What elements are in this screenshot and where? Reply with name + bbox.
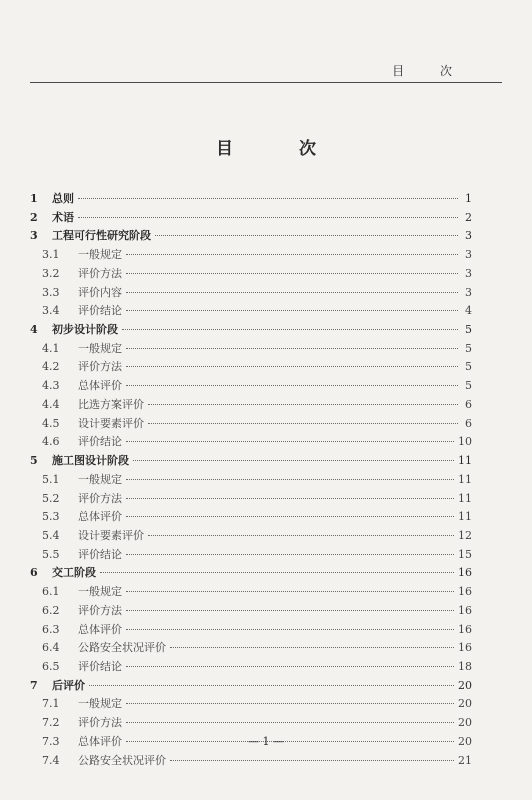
- toc-entry-number: 4.2: [42, 360, 60, 374]
- toc-section-entry[interactable]: [30, 639, 472, 658]
- toc-entry-page: 3: [465, 285, 472, 299]
- toc-entry-page: 16: [458, 622, 472, 636]
- toc-entry-title: 一般规定: [78, 341, 122, 355]
- toc-entry-number: 7.1: [42, 697, 60, 711]
- toc-entry-page: 18: [458, 659, 472, 673]
- toc-entry-page: 3: [465, 248, 472, 262]
- toc-entry-number: 6.1: [42, 585, 60, 599]
- toc-entry-page: 3: [465, 266, 472, 280]
- toc-dot-leader: [126, 629, 454, 630]
- toc-section-entry[interactable]: [30, 377, 472, 396]
- toc-entry-page: 3: [465, 229, 472, 243]
- toc-dot-leader: [126, 591, 454, 592]
- toc-entry-title: 评价方法: [78, 491, 122, 505]
- toc-entry-title: 评价内容: [78, 285, 122, 299]
- running-header-title: 目 次: [392, 64, 468, 78]
- toc-section-entry[interactable]: [30, 433, 472, 452]
- toc-dot-leader: [126, 441, 454, 442]
- toc-entry-page: 5: [465, 341, 472, 355]
- toc-dot-leader: [170, 760, 454, 761]
- toc-entry-number: 6.5: [42, 659, 60, 673]
- toc-dot-leader: [148, 404, 458, 405]
- toc-entry-page: 10: [458, 435, 472, 449]
- toc-entry-title: 总体评价: [78, 510, 122, 524]
- toc-dot-leader: [126, 722, 454, 723]
- toc-section-entry[interactable]: [30, 546, 472, 565]
- toc-entry-number: 4.3: [42, 379, 60, 393]
- toc-entry-number: 4.4: [42, 397, 60, 411]
- toc-entry-title: 设计要素评价: [78, 416, 144, 430]
- toc-entry-title: 评价结论: [78, 659, 122, 673]
- toc-dot-leader: [78, 217, 458, 218]
- toc-entry-number: 2: [30, 210, 38, 224]
- toc-chapter-entry[interactable]: [30, 190, 472, 209]
- toc-dot-leader: [78, 198, 458, 199]
- toc-section-entry[interactable]: [30, 358, 472, 377]
- toc-entry-number: 6.3: [42, 622, 60, 636]
- toc-dot-leader: [126, 292, 458, 293]
- toc-entry-title: 一般规定: [78, 248, 122, 262]
- toc-dot-leader: [126, 703, 454, 704]
- toc-entry-number: 1: [30, 192, 38, 205]
- toc-entry-title: 评价方法: [78, 360, 122, 374]
- toc-dot-leader: [100, 572, 454, 573]
- toc-entry-page: 6: [465, 416, 472, 430]
- toc-dot-leader: [155, 235, 458, 236]
- toc-entry-title: 施工图设计阶段: [52, 454, 129, 468]
- toc-dot-leader: [126, 479, 454, 480]
- toc-dot-leader: [126, 666, 454, 667]
- toc-entry-page: 5: [465, 323, 472, 337]
- toc-entry-title: 评价结论: [78, 304, 122, 318]
- toc-entry-title: 总体评价: [78, 622, 122, 636]
- toc-entry-number: 7.4: [42, 753, 60, 767]
- toc-dot-leader: [122, 329, 458, 330]
- toc-dot-leader: [148, 423, 458, 424]
- toc-entry-title: 术语: [52, 210, 74, 224]
- toc-entry-page: 20: [458, 734, 472, 748]
- toc-entry-page: 16: [458, 566, 472, 580]
- toc-entry-page: 12: [458, 528, 472, 542]
- toc-entry-page: 11: [458, 454, 472, 468]
- toc-entry-number: 6.2: [42, 603, 60, 617]
- toc-entry-title: 评价方法: [78, 603, 122, 617]
- toc-dot-leader: [126, 498, 454, 499]
- toc-entry-number: 4: [30, 323, 38, 337]
- toc-section-entry[interactable]: [30, 621, 472, 640]
- toc-entry-page: 20: [458, 716, 472, 730]
- toc-entry-number: 4.1: [42, 341, 60, 355]
- toc-entry-page: 20: [458, 697, 472, 711]
- toc-entry-page: 5: [465, 379, 472, 393]
- toc-entry-title: 交工阶段: [52, 566, 96, 580]
- toc-section-entry[interactable]: [30, 490, 472, 509]
- toc-dot-leader: [126, 348, 458, 349]
- toc-entry-title: 公路安全状况评价: [78, 641, 166, 655]
- page-title: 目 次: [216, 139, 346, 159]
- toc-section-entry[interactable]: [30, 415, 472, 434]
- toc-entry-number: 5.2: [42, 491, 60, 505]
- toc-entry-title: 评价结论: [78, 547, 122, 561]
- toc-chapter-entry[interactable]: [30, 564, 472, 583]
- toc-dot-leader: [126, 310, 458, 311]
- toc-entry-title: 评价结论: [78, 435, 122, 449]
- toc-section-entry[interactable]: [30, 752, 472, 771]
- toc-entry-title: 设计要素评价: [78, 528, 144, 542]
- toc-entry-title: 工程可行性研究阶段: [52, 229, 151, 243]
- toc-entry-title: 一般规定: [78, 585, 122, 599]
- toc-entry-number: 5.4: [42, 528, 60, 542]
- toc-entry-page: 21: [458, 753, 472, 767]
- toc-dot-leader: [148, 535, 454, 536]
- toc-entry-page: 2: [465, 210, 472, 224]
- toc-section-entry[interactable]: [30, 396, 472, 415]
- toc-dot-leader: [89, 685, 454, 686]
- toc-entry-page: 20: [458, 678, 472, 692]
- toc-entry-page: 16: [458, 603, 472, 617]
- toc-entry-title: 初步设计阶段: [52, 323, 118, 337]
- toc-entry-number: 6.4: [42, 641, 60, 655]
- toc-entry-number: 7.2: [42, 716, 60, 730]
- toc-entry-number: 3: [30, 229, 38, 243]
- toc-entry-title: 评价方法: [78, 716, 122, 730]
- running-header: [30, 62, 502, 83]
- toc-entry-number: 3.2: [42, 266, 60, 280]
- table-of-contents: [30, 190, 472, 770]
- toc-section-entry[interactable]: [30, 714, 472, 733]
- toc-section-entry[interactable]: [30, 658, 472, 677]
- page-number: — 1 —: [248, 735, 284, 748]
- toc-dot-leader: [126, 554, 454, 555]
- toc-entry-number: 5.1: [42, 472, 60, 486]
- toc-dot-leader: [133, 460, 454, 461]
- toc-dot-leader: [126, 516, 454, 517]
- toc-entry-number: 4.5: [42, 416, 60, 430]
- toc-entry-number: 5.3: [42, 510, 60, 524]
- toc-entry-page: 16: [458, 585, 472, 599]
- toc-entry-title: 一般规定: [78, 472, 122, 486]
- toc-chapter-entry[interactable]: [30, 677, 472, 696]
- toc-entry-number: 7.3: [42, 734, 60, 748]
- toc-section-entry[interactable]: [30, 695, 472, 714]
- toc-section-entry[interactable]: [30, 246, 472, 265]
- toc-entry-title: 一般规定: [78, 697, 122, 711]
- toc-section-entry[interactable]: [30, 340, 472, 359]
- toc-dot-leader: [126, 366, 458, 367]
- toc-entry-page: 16: [458, 641, 472, 655]
- toc-entry-page: 6: [465, 397, 472, 411]
- toc-entry-title: 总则: [52, 192, 74, 205]
- toc-entry-number: 7: [30, 678, 38, 692]
- toc-entry-number: 4.6: [42, 435, 60, 449]
- toc-section-entry[interactable]: [30, 527, 472, 546]
- toc-entry-title: 总体评价: [78, 379, 122, 393]
- toc-entry-number: 3.3: [42, 285, 60, 299]
- toc-section-entry[interactable]: [30, 302, 472, 321]
- toc-dot-leader: [170, 647, 454, 648]
- toc-entry-page: 11: [458, 472, 472, 486]
- toc-section-entry[interactable]: [30, 508, 472, 527]
- toc-chapter-entry[interactable]: [30, 209, 472, 228]
- toc-entry-page: 1: [465, 192, 472, 205]
- toc-entry-page: 4: [465, 304, 472, 318]
- toc-entry-number: 6: [30, 566, 38, 580]
- toc-entry-title: 总体评价: [78, 734, 122, 748]
- toc-entry-title: 评价方法: [78, 266, 122, 280]
- toc-chapter-entry[interactable]: [30, 321, 472, 340]
- toc-entry-number: 5: [30, 454, 38, 468]
- toc-entry-title: 比选方案评价: [78, 397, 144, 411]
- toc-entry-page: 15: [458, 547, 472, 561]
- toc-entry-page: 11: [458, 510, 472, 524]
- toc-entry-number: 5.5: [42, 547, 60, 561]
- toc-entry-title: 后评价: [52, 678, 85, 692]
- toc-dot-leader: [126, 610, 454, 611]
- toc-section-entry[interactable]: [30, 265, 472, 284]
- toc-dot-leader: [126, 273, 458, 274]
- toc-dot-leader: [126, 254, 458, 255]
- toc-section-entry[interactable]: [30, 583, 472, 602]
- toc-chapter-entry[interactable]: [30, 227, 472, 246]
- toc-chapter-entry[interactable]: [30, 452, 472, 471]
- toc-entry-page: 11: [458, 491, 472, 505]
- toc-dot-leader: [126, 385, 458, 386]
- toc-entry-page: 5: [465, 360, 472, 374]
- toc-entry-number: 3.4: [42, 304, 60, 318]
- toc-section-entry[interactable]: [30, 602, 472, 621]
- toc-section-entry[interactable]: [30, 284, 472, 303]
- toc-entry-title: 公路安全状况评价: [78, 753, 166, 767]
- toc-entry-number: 3.1: [42, 248, 60, 262]
- toc-section-entry[interactable]: [30, 471, 472, 490]
